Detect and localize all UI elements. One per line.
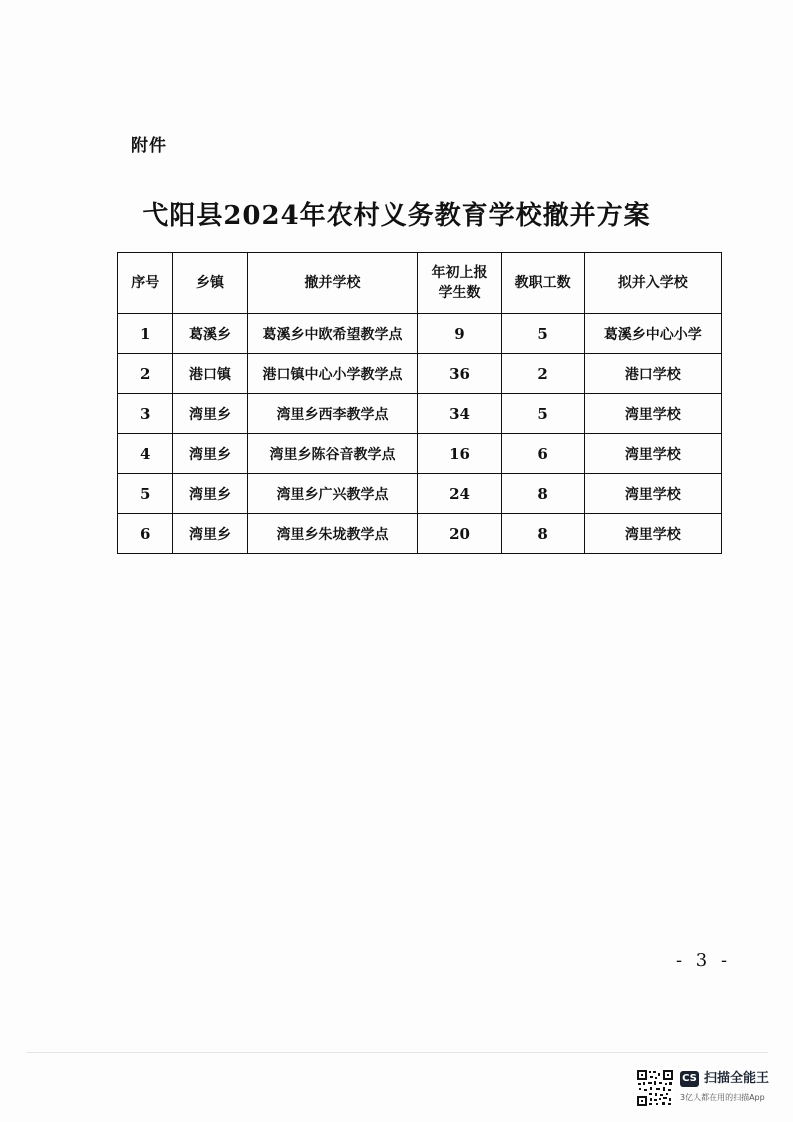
table-row (118, 474, 722, 514)
cell-township: 湾里乡 (173, 434, 247, 474)
table-row (118, 514, 722, 554)
cell-township: 葛溪乡 (173, 314, 247, 354)
cell-merged-school: 港口镇中心小学教学点 (247, 354, 418, 394)
header-township: 乡镇 (173, 253, 247, 314)
table-row (118, 434, 722, 474)
header-student-count: 年初上报 学生数 (418, 253, 501, 314)
cell-township: 湾里乡 (173, 394, 247, 434)
cell-target-school: 湾里学校 (584, 434, 721, 474)
cell-index: 4 (118, 434, 173, 474)
cell-target-school: 葛溪乡中心小学 (584, 314, 721, 354)
page-number: - 3 - (676, 950, 732, 971)
watermark-tagline: 3亿人都在用的扫描App (680, 1093, 765, 1102)
cell-target-school: 湾里学校 (584, 474, 721, 514)
document-title: 弋阳县2024年农村义务教育学校撤并方案 (142, 201, 651, 231)
cell-staff-count: 6 (501, 434, 584, 474)
cell-student-count: 34 (418, 394, 501, 434)
cell-merged-school: 湾里乡陈谷音教学点 (247, 434, 418, 474)
table-row (118, 354, 722, 394)
cell-target-school: 港口学校 (584, 354, 721, 394)
cell-merged-school: 葛溪乡中欧希望教学点 (247, 314, 418, 354)
cell-merged-school: 湾里乡广兴教学点 (247, 474, 418, 514)
cell-township: 湾里乡 (173, 474, 247, 514)
attachment-label: 附件 (131, 136, 167, 156)
cell-staff-count: 5 (501, 394, 584, 434)
qr-code-icon (636, 1069, 674, 1107)
cell-staff-count: 2 (501, 354, 584, 394)
cell-index: 6 (118, 514, 173, 554)
footer-divider (26, 1052, 768, 1053)
header-staff-count: 教职工数 (501, 253, 584, 314)
table-row (118, 314, 722, 354)
cell-merged-school: 湾里乡朱垅教学点 (247, 514, 418, 554)
watermark-app-name: 扫描全能王 (704, 1071, 770, 1086)
merger-plan-table (117, 252, 722, 554)
table-header-row (118, 253, 722, 314)
cell-index: 2 (118, 354, 173, 394)
cell-staff-count: 5 (501, 314, 584, 354)
cell-township: 湾里乡 (173, 514, 247, 554)
cell-student-count: 9 (418, 314, 501, 354)
cell-student-count: 16 (418, 434, 501, 474)
header-merged-school: 撤并学校 (247, 253, 418, 314)
camscanner-logo-icon: CS (680, 1071, 699, 1087)
cell-student-count: 36 (418, 354, 501, 394)
header-index: 序号 (118, 253, 173, 314)
cell-target-school: 湾里学校 (584, 514, 721, 554)
cell-target-school: 湾里学校 (584, 394, 721, 434)
cell-index: 5 (118, 474, 173, 514)
cell-staff-count: 8 (501, 514, 584, 554)
cell-index: 3 (118, 394, 173, 434)
header-target-school: 拟并入学校 (584, 253, 721, 314)
cell-index: 1 (118, 314, 173, 354)
cell-student-count: 24 (418, 474, 501, 514)
cell-staff-count: 8 (501, 474, 584, 514)
cell-township: 港口镇 (173, 354, 247, 394)
cell-student-count: 20 (418, 514, 501, 554)
table-row (118, 394, 722, 434)
cell-merged-school: 湾里乡西李教学点 (247, 394, 418, 434)
